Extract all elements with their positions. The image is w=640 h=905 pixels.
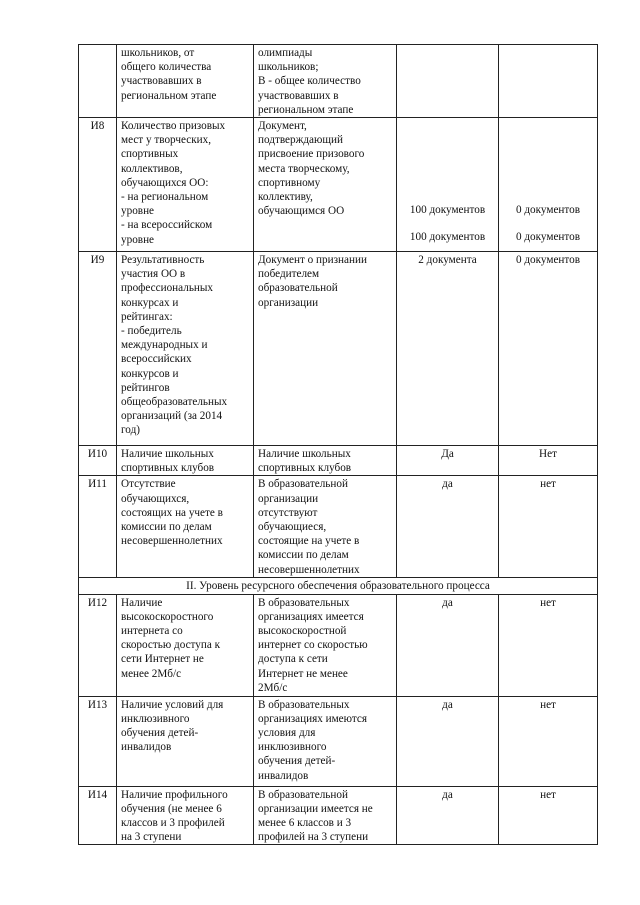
criterion-cell: Наличие высокоскоростного интернета со скоростью доступа к сети Интернет не менее 2Мб/с <box>117 594 254 696</box>
criterion-cell: школьников, от общего количества участвовавших в региональном этапе <box>117 45 254 118</box>
table-row <box>79 252 598 446</box>
row-code <box>79 45 117 118</box>
value1-cell: да <box>397 696 499 786</box>
section-row <box>79 578 598 594</box>
row-code: И12 <box>79 594 117 696</box>
value1-cell: да <box>397 786 499 845</box>
criterion-cell: Наличие профильного обучения (не менее 6 классов и 3 профилей на 3 ступени <box>117 786 254 845</box>
criterion-cell: Отсутствие обучающихся, состоящих на учете в комиссии по делам несовершеннолетних <box>117 476 254 578</box>
value1-cell: да <box>397 594 499 696</box>
value2-cell: 0 документов <box>499 252 598 446</box>
table-row <box>79 696 598 786</box>
table-row <box>79 118 598 252</box>
value2-cell: нет <box>499 696 598 786</box>
value1-cell <box>397 118 499 252</box>
value1-cell <box>397 45 499 118</box>
table-row <box>79 446 598 476</box>
value2-cell: нет <box>499 476 598 578</box>
row-code: И10 <box>79 446 117 476</box>
value2-cell: нет <box>499 594 598 696</box>
table-row <box>79 594 598 696</box>
document-cell: В образовательных организациях имеются условия для инклюзивного обучения детей- инвалидов <box>254 696 397 786</box>
section-title: II. Уровень ресурсного обеспечения образовательного процесса <box>79 578 598 594</box>
document-cell: Документ о признании победителем образовательной организации <box>254 252 397 446</box>
document-cell: В образовательной организации имеется не менее 6 классов и 3 профилей на 3 ступени <box>254 786 397 845</box>
table-row <box>79 45 598 118</box>
value1-regional: 100 документов <box>409 204 486 217</box>
value2-cell <box>499 118 598 252</box>
value2-cell: Нет <box>499 446 598 476</box>
row-code: И9 <box>79 252 117 446</box>
row-code: И14 <box>79 786 117 845</box>
criterion-cell: Результативность участия ОО в профессиональных конкурсах и рейтингах: - победитель международных и всероссийских конкурсов и рейтингов общеобразовательных организаций (за 2014 год) <box>117 252 254 446</box>
criterion-cell: Наличие условий для инклюзивного обучения детей- инвалидов <box>117 696 254 786</box>
row-code: И8 <box>79 118 117 252</box>
document-cell: Наличие школьных спортивных клубов <box>254 446 397 476</box>
document-cell: В образовательной организации отсутствуют обучающиеся, состоящие на учете в комиссии по делам несовершеннолетних <box>254 476 397 578</box>
document-cell: В образовательных организациях имеется высокоскоростной интернет со скоростью доступа к сети Интернет не менее 2Мб/с <box>254 594 397 696</box>
criterion-cell: Наличие школьных спортивных клубов <box>117 446 254 476</box>
value1-cell: 2 документа <box>397 252 499 446</box>
document-cell: олимпиады школьников; В - общее количество участвовавших в региональном этапе <box>254 45 397 118</box>
value2-cell: нет <box>499 786 598 845</box>
table-row <box>79 476 598 578</box>
value2-regional: 0 документов <box>515 204 581 217</box>
criterion-cell: Количество призовых мест у творческих, спортивных коллективов, обучающихся ОО: - на региональном уровне - на всероссийском уровне <box>117 118 254 252</box>
row-code: И11 <box>79 476 117 578</box>
document-cell: Документ, подтверждающий присвоение призового места творческому, спортивному коллективу, обучающимся ОО <box>254 118 397 252</box>
row-code: И13 <box>79 696 117 786</box>
value2-cell <box>499 45 598 118</box>
value1-cell: да <box>397 476 499 578</box>
value1-national: 100 документов <box>409 231 486 244</box>
value1-cell: Да <box>397 446 499 476</box>
table-row <box>79 786 598 845</box>
value2-national: 0 документов <box>515 231 581 244</box>
criteria-table <box>78 44 598 845</box>
